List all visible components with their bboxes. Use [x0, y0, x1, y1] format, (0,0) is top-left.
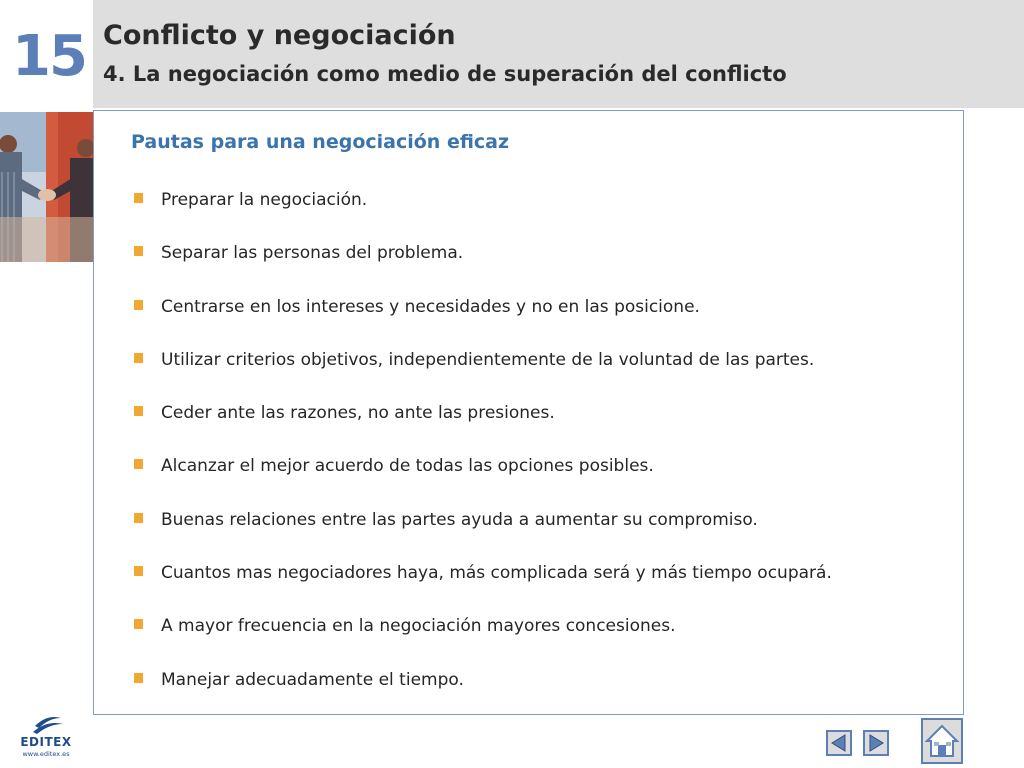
editex-logo	[17, 712, 75, 760]
page-subtitle: 4. La negociación como medio de superación del conflicto	[103, 62, 787, 86]
header-band	[93, 0, 1024, 108]
chapter-number: 15	[12, 24, 86, 89]
list-item	[134, 454, 934, 507]
list-item	[134, 614, 934, 667]
section-heading: Pautas para una negociación eficaz	[131, 131, 510, 153]
editex-swoosh-icon	[17, 712, 75, 736]
list-item	[134, 668, 934, 721]
square-bullet-icon	[134, 673, 143, 683]
square-bullet-icon	[134, 300, 143, 310]
square-bullet-icon	[134, 459, 143, 469]
list-item-text: Centrarse en los intereses y necesidades y no en las posicione.	[161, 296, 700, 317]
handshake-photo	[0, 112, 93, 262]
list-item	[134, 241, 934, 294]
list-item-text: Utilizar criterios objetivos, independientemente de la voluntad de las partes.	[161, 349, 815, 370]
list-item-text: Preparar la negociación.	[161, 190, 368, 210]
list-item-text: Cuantos mas negociadores haya, más complicada será y más tiempo ocupará.	[161, 563, 832, 584]
list-item-text: Alcanzar el mejor acuerdo de todas las opciones posibles.	[161, 456, 654, 477]
list-item	[134, 561, 934, 614]
triangle-right-icon	[865, 732, 887, 754]
home-button[interactable]	[921, 718, 963, 764]
list-item	[134, 295, 934, 348]
square-bullet-icon	[134, 246, 143, 256]
list-item	[134, 401, 934, 454]
bullet-list	[134, 188, 934, 721]
house-icon	[923, 720, 961, 762]
list-item-text: Separar las personas del problema.	[161, 243, 464, 264]
square-bullet-icon	[134, 193, 143, 203]
content-panel	[93, 110, 964, 715]
next-button[interactable]	[863, 730, 889, 756]
chapter-box	[0, 0, 93, 108]
previous-button[interactable]	[826, 730, 852, 756]
handshake-illustration	[0, 112, 93, 262]
list-item	[134, 188, 934, 241]
list-item-text: Manejar adecuadamente el tiempo.	[161, 669, 464, 690]
list-item	[134, 348, 934, 401]
list-item-text: Buenas relaciones entre las partes ayuda a aumentar su compromiso.	[161, 509, 758, 530]
square-bullet-icon	[134, 406, 143, 416]
list-item-text: A mayor frecuencia en la negociación mayores concesiones.	[161, 616, 676, 637]
page-title: Conflicto y negociación	[103, 20, 456, 51]
logo-text: EDITEX	[20, 735, 72, 749]
list-item	[134, 508, 934, 561]
triangle-left-icon	[828, 732, 850, 754]
list-item-text: Ceder ante las razones, no ante las presiones.	[161, 403, 555, 424]
logo-url: www.editex.es	[22, 750, 70, 758]
square-bullet-icon	[134, 619, 143, 629]
square-bullet-icon	[134, 353, 143, 363]
square-bullet-icon	[134, 566, 143, 576]
square-bullet-icon	[134, 513, 143, 523]
